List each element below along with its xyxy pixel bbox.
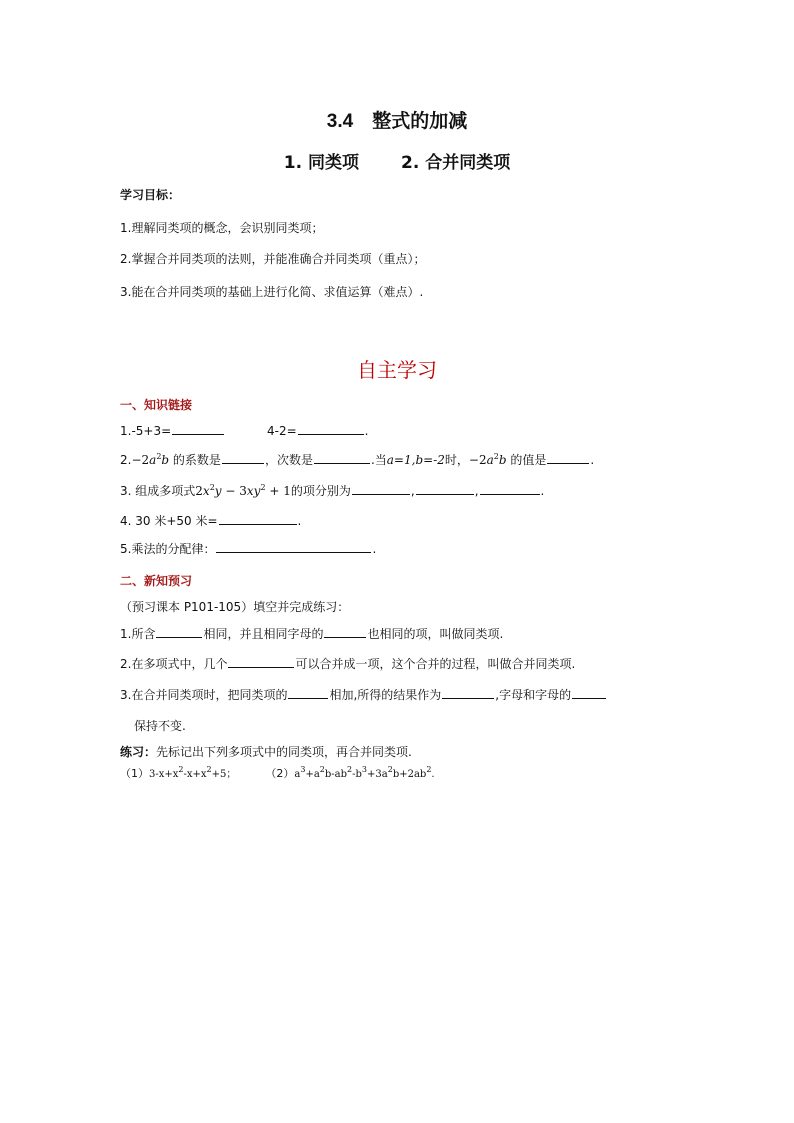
question-4: 4. 30 米+50 米= .	[120, 514, 302, 528]
math-expression: $-2a^2b$	[131, 452, 170, 467]
objective-item: 1.理解同类项的概念，会识别同类项；	[120, 221, 324, 235]
subtitle-part1: 1. 同类项	[283, 153, 359, 173]
exercise-2-label: （2）	[265, 767, 295, 780]
answer-blank	[222, 451, 264, 464]
answer-blank	[352, 482, 410, 495]
answer-blank	[324, 625, 366, 638]
answer-blank	[216, 540, 371, 553]
answer-blank	[416, 482, 474, 495]
question-2: $2.-2a^2b$ 的系数是 ，次数是 .当a=1,b=-2时，$-2a^2b$ 的值是 .	[120, 452, 595, 467]
objective-item: 2.掌握合并同类项的法则，并能准确合并同类项（重点）；	[120, 252, 426, 266]
preview-question-2: 2.在多项式中，几个 可以合并成一项，这个合并的过程，叫做合并同类项.	[120, 657, 576, 671]
answer-blank	[298, 422, 364, 435]
answer-blank	[547, 451, 589, 464]
preview-question-3: 3.在合并同类项时，把同类项的 相加,所得的结果作为 ,字母和字母的	[120, 686, 607, 703]
answer-blank	[228, 655, 294, 668]
answer-blank	[572, 686, 606, 699]
exercise: 练习：先标记出下列多项式中的同类项，再合并同类项.	[120, 745, 412, 759]
subtitle-part2: 2. 合并同类项	[401, 153, 511, 173]
answer-blank	[156, 625, 202, 638]
preview-question-1: 1.所含 相同，并且相同字母的 也相同的项，叫做同类项.	[120, 627, 504, 641]
page-subtitle	[0, 148, 794, 173]
exercise-problems	[120, 765, 435, 781]
part2-heading: 二、新知预习	[120, 574, 193, 588]
exercise-label: 练习：	[120, 745, 157, 759]
answer-blank	[314, 451, 370, 464]
answer-blank	[288, 686, 328, 699]
page-title: 3.4 整式的加减	[326, 111, 468, 132]
preview-question-3-continued: 保持不变.	[134, 719, 186, 733]
exercise-1-label: （1）	[120, 767, 149, 780]
math-expression: $2x^2y - 3xy^2 + 1$	[195, 483, 291, 498]
answer-blank	[480, 482, 540, 495]
objectives-label: 学习目标：	[120, 188, 181, 202]
answer-blank	[172, 422, 224, 435]
answer-blank	[219, 512, 297, 525]
part1-heading: 一、知识链接	[120, 398, 193, 412]
answer-blank	[442, 686, 494, 699]
preview-intro: （预习课本 P101-105）填空并完成练习：	[120, 600, 350, 614]
math-expression: $-2a^2b$	[468, 452, 507, 467]
exercise-2-expression: $a^3+a^2b-ab^2-b^3+3a^2b+2ab^2$.	[294, 765, 435, 780]
question-1: 1.-5+3= 4-2= .	[120, 424, 369, 438]
objective-item: 3.能在合并同类项的基础上进行化简、求值运算（难点）.	[120, 285, 424, 299]
exercise-1-expression: $3-x+x^2-x+x^2+5$；	[149, 765, 237, 780]
question-5: 5.乘法的分配律： .	[120, 542, 377, 556]
section-title: 自主学习	[357, 358, 437, 382]
question-3: 3. 组成多项式$2x^2y - 3xy^2 + 1$的项分别为 , , .	[120, 483, 545, 498]
